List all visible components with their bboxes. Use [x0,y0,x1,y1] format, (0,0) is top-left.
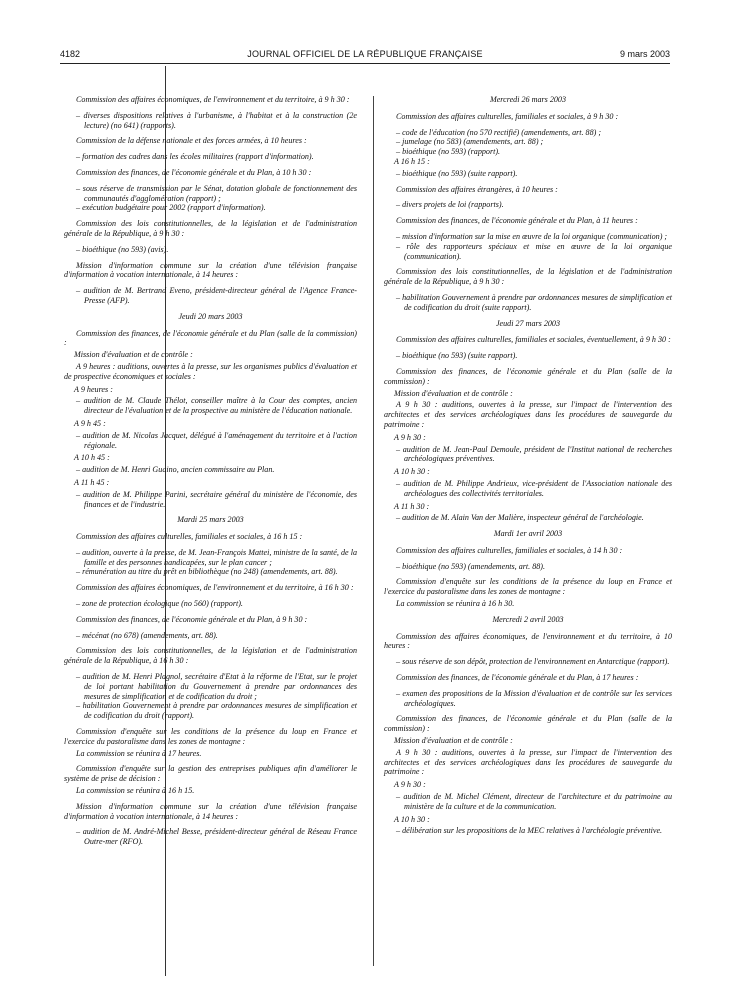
page-header [60,49,670,63]
agenda-item: – audition de M. Claude Thélot, conseiller maître à la Cour des comptes, ancien directeur de l'évaluation et de la prospective au ministère de l'éducation nationale. [76,396,357,416]
time-label: A 16 h 15 : [394,156,430,166]
agenda-item: – divers projets de loi (rapports). [396,200,504,210]
agenda-item: – zone de protection écologique (no 560) (rapport). [76,599,243,609]
day-heading: Mercredi 26 mars 2003 [489,95,567,104]
agenda-item: – bioéthique (no 593) (avis). [76,244,169,254]
agenda-entry: Commission des finances, de l'économie générale et du Plan, à 10 h 30 : [76,167,312,177]
page-number: 4182 [60,49,81,59]
agenda-entry: Commission des lois constitutionnelles, de la législation et de l'administration générale de la République, à 9 h 30 : [64,219,357,238]
day-heading: Mardi 1er avril 2003 [493,529,563,539]
day-heading: Jeudi 20 mars 2003 [178,311,243,321]
time-label: A 9 heures : [74,384,113,394]
agenda-item: – mission d'information sur la mise en œuvre de la loi organique (communication) ; [396,231,668,241]
time-label: A 11 h 45 : [74,477,110,487]
agenda-entry: Commission des lois constitutionnelles, de la législation et de l'administration générale de la République, à 16 h 30 : [64,646,357,666]
agenda-item: – mécénat (no 678) (amendements, art. 88). [76,630,218,640]
agenda-entry: Commission des lois constitutionnelles, de la législation et de l'administration générale de la République, à 9 h 30 : [384,267,672,287]
agenda-item: – exécution budgétaire pour 2002 (rapport d'information). [76,203,266,213]
agenda-entry: Commission des affaires étrangères, à 10 heures : [396,184,558,194]
agenda-item: – code de l'éducation (no 570 rectifié) (amendements, art. 88) ; [396,127,602,137]
agenda-item: – audition de M. Philippe Parini, secrétaire général du ministère de l'économie, des finances et de l'industrie. [76,489,357,509]
agenda-item: – jumelage (no 583) (amendements, art. 88) ; [396,137,544,147]
journal-title: JOURNAL OFFICIEL DE LA RÉPUBLIQUE FRANÇAISE [247,49,483,59]
agenda-item: – audition de M. Henri Plagnol, secrétaire d'Etat à la réforme de l'Etat, sur le projet de loi portant habilitation du Gouvernement à prendre par ordonnances des mesures de simplification et de codification du droit ; [76,672,357,701]
agenda-item: – formation des cadres dans les écoles militaires (rapport d'information). [76,152,314,162]
agenda-entry: Commission d'enquête sur les conditions de la présence du loup en France et l'exercice du pastoralisme dans les zones de montagne : [64,727,357,746]
time-label: A 10 h 30 : [394,814,430,824]
agenda-item: – habilitation Gouvernement à prendre par ordonnances mesures de simplification et de codification du droit (rapport). [76,701,357,721]
agenda-item: – bioéthique (no 593) (suite rapport). [396,351,518,361]
agenda-note: La commission se réunira à 17 heures. [76,748,202,758]
agenda-entry: Commission de la défense nationale et des forces armées, à 10 heures : [76,136,307,146]
agenda-entry: Commission d'enquête sur la gestion des entreprises publiques afin d'améliorer le système de prise de décision : [64,764,357,784]
agenda-entry: Commission des finances, de l'économie générale et du Plan (salle de la commission) : [384,714,672,734]
agenda-entry: Commission des finances, de l'économie générale et du Plan (salle de la commission) : [384,366,672,386]
agenda-entry: Commission des affaires économiques, de l'environnement et du territoire, à 9 h 30 : [76,95,350,104]
agenda-item: – bioéthique (no 593) (suite rapport). [396,168,518,178]
agenda-item: – audition de M. André-Michel Besse, président-directeur général de Réseau France Outre-mer (RFO). [76,827,357,847]
agenda-item: – délibération sur les propositions de la MEC relatives à l'archéologie préventive. [396,826,663,836]
agenda-subheading: Mission d'évaluation et de contrôle : [74,350,193,360]
time-label: A 11 h 30 : [394,501,430,511]
day-heading: Mardi 25 mars 2003 [177,515,244,525]
agenda-entry: Mission d'information commune sur la création d'une télévision française d'information à vocation internationale, à 14 heures : [64,801,357,821]
agenda-item: – audition de M. Jean-Paul Demoule, président de l'Institut national de recherches archéologiques préventives. [396,444,672,464]
agenda-entry: Commission d'enquête sur les conditions de la présence du loup en France et l'exercice du pastoralisme dans les zones de montagne : [384,577,672,597]
agenda-entry: Commission des affaires culturelles, familiales et sociales, à 16 h 15 : [76,532,303,542]
time-label: A 10 h 30 : [394,467,430,477]
agenda-entry: A 9 h 30 : auditions, ouvertes à la presse, sur l'impact de l'intervention des architectes et des services archéologiques dans les procédures de sauvegarde du patrimoine : [384,400,672,429]
time-label: A 9 h 30 : [394,780,426,790]
agenda-entry: Commission des affaires économiques, de l'environnement et du territoire, à 16 h 30 : [76,583,354,593]
time-label: A 9 h 45 : [74,418,106,428]
agenda-entry: Commission des finances, de l'économie générale et du Plan, à 17 heures : [396,673,639,683]
agenda-entry: Commission des affaires culturelles, familiales et sociales, à 9 h 30 : [396,111,619,121]
agenda-entry: Commission des affaires culturelles, familiales et sociales, à 14 h 30 : [396,545,623,555]
agenda-item: – audition, ouverte à la presse, de M. Jean-François Mattei, ministre de la santé, de la famille et des personnes handicapées, sur le plan cancer ; [76,547,357,567]
agenda-item: – audition de M. Philippe Andrieux, vice-président de l'Association nationale des archéologues des collectivités territoriales. [396,478,672,498]
agenda-item: – audition de M. Alain Van der Malière, inspecteur général de l'archéologie. [396,513,644,523]
agenda-entry: A 9 heures : auditions, ouvertes à la presse, sur les organismes publics d'évaluation et de prospective économiques et sociales : [64,361,357,381]
day-heading: Mercredi 2 avril 2003 [492,614,564,624]
agenda-item: – bioéthique (no 593) (amendements, art. 88). [396,561,546,571]
agenda-entry: Commission des affaires culturelles, familiales et sociales, éventuellement, à 9 h 30 : [396,335,671,345]
agenda-entry: Commission des finances, de l'économie générale et du Plan (salle de la commission) : [64,328,357,348]
agenda-entry: Commission des finances, de l'économie générale et du Plan, à 11 heures : [396,216,638,226]
agenda-item: – sous réserve de son dépôt, protection de l'environnement en Antarctique (rapport). [396,657,670,667]
agenda-item: – audition de M. Nicolas Jacquet, délégué à l'aménagement du territoire et à l'action régionale. [76,430,357,450]
agenda-entry: Commission des affaires économiques, de l'environnement et du territoire, à 10 heures : [384,631,672,651]
agenda-item: – rôle des rapporteurs spéciaux et mise en œuvre de la loi organique (communication). [396,241,672,261]
right-column [384,95,672,836]
agenda-entry: Commission des finances, de l'économie générale et du Plan, à 9 h 30 : [76,614,308,624]
left-column [64,95,357,847]
agenda-item: – audition de M. Michel Clément, directeur de l'architecture et du patrimoine au ministère de la culture et de la communication. [396,792,672,811]
agenda-item: – sous réserve de transmission par le Sénat, dotation globale de fonctionnement des communautés d'agglomération (rapport) ; [76,183,357,203]
agenda-item: – audition de M. Henri Guaino, ancien commissaire au Plan. [76,465,275,475]
time-label: A 10 h 45 : [74,453,110,463]
issue-date: 9 mars 2003 [619,49,670,59]
agenda-item: – habilitation Gouvernement à prendre par ordonnances mesures de simplification et de codification du droit (suite rapport). [396,292,672,312]
agenda-note: La commission se réunira à 16 h 30. [396,599,515,609]
time-label: A 9 h 30 : [394,432,426,442]
agenda-item: – examen des propositions de la Mission d'évaluation et de contrôle sur les services archéologiques. [396,688,672,708]
column-divider [373,96,374,966]
agenda-item: – rémunération au titre du prêt en bibliothèque (no 248) (amendements, art. 88). [76,567,338,577]
agenda-entry: Mission d'information commune sur la création d'une télévision française d'information à vocation internationale, à 14 heures : [64,260,357,280]
agenda-item: – audition de M. Bertrand Eveno, président-directeur général de l'Agence France-Presse (AFP). [76,286,357,305]
agenda-item: – diverses dispositions relatives à l'urbanisme, à l'habitat et à la construction (2e lecture) (no 641) (rapports). [76,110,357,130]
header-rule [60,63,670,64]
agenda-subheading: Mission d'évaluation et de contrôle : [394,388,513,398]
agenda-entry: A 9 h 30 : auditions, ouvertes à la presse, sur l'impact de l'intervention des architectes et des services archéologiques dans les procédures de sauvegarde du patrimoine : [384,747,672,777]
agenda-item: – bioéthique (no 593) (rapport). [396,147,501,157]
day-heading: Jeudi 27 mars 2003 [495,318,561,328]
agenda-subheading: Mission d'évaluation et de contrôle : [394,736,513,746]
agenda-note: La commission se réunira à 16 h 15. [76,786,195,796]
